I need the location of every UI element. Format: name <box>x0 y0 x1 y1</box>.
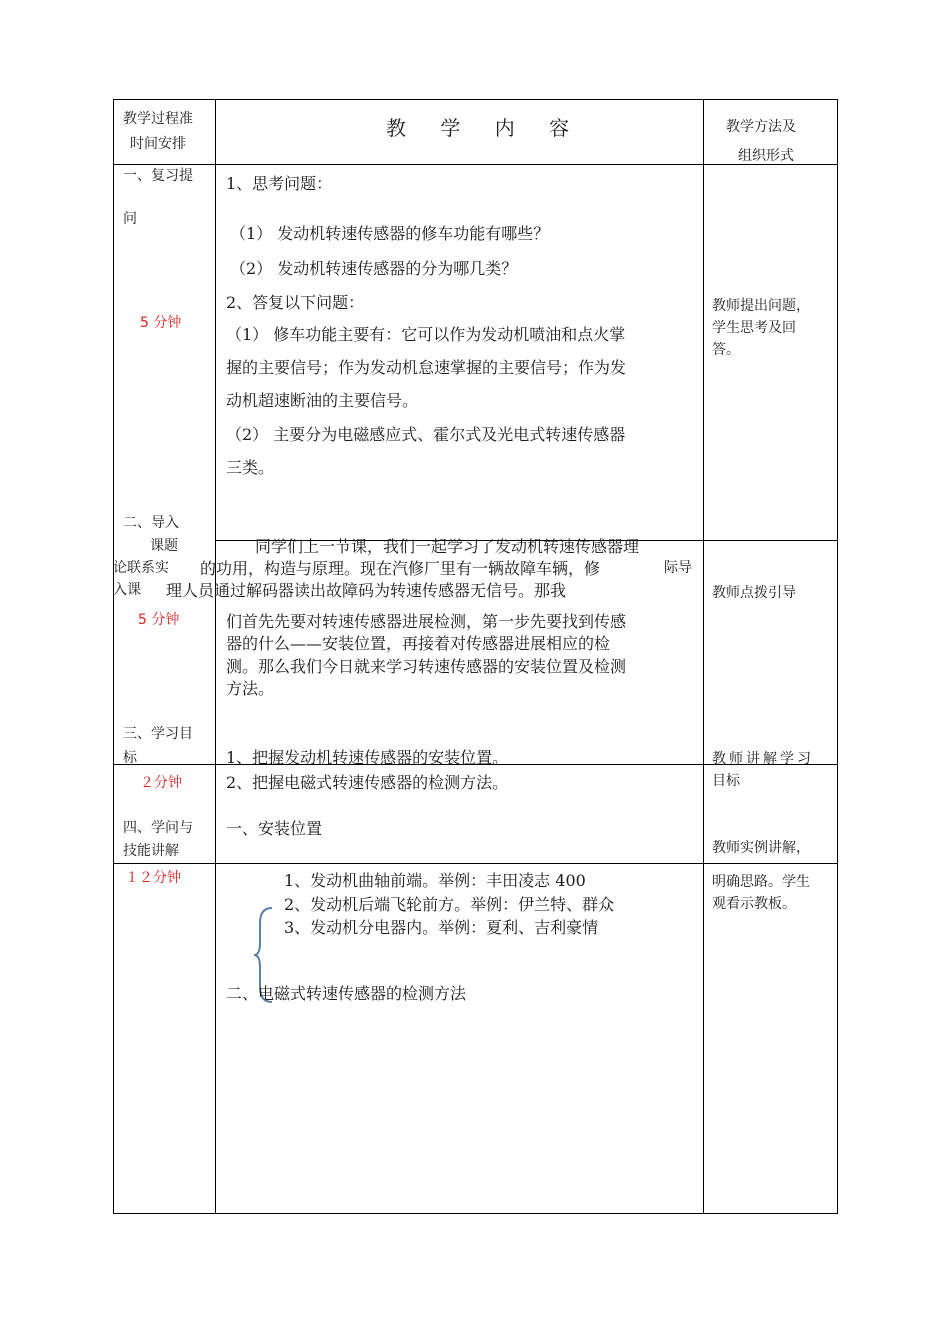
method-4-line2: 明确思路。学生 <box>712 874 810 890</box>
method-4-line1: 教师实例讲解， <box>712 840 810 856</box>
review-answer-2-line1: （2） 主要分为电磁感应式、霍尔式及光电式转速传感器 <box>226 425 626 444</box>
method-2: 教师点拨引导 <box>712 585 796 601</box>
intro-paragraph-line5: 器的什么——安装位置，再接着对传感器进展相应的检 <box>226 634 611 653</box>
method-1-line2: 学生思考及回 <box>712 320 796 336</box>
goal-time: ２分钟 <box>140 775 182 791</box>
header-col3-line2: 组织形式 <box>738 148 794 164</box>
intro-label-line2: 课题 <box>150 538 178 554</box>
review-time: 5 分钟 <box>140 315 182 331</box>
intro-label-line3-right: 际导 <box>664 560 692 576</box>
method-3-line1: 教师讲解学习 <box>712 751 814 767</box>
review-answer-1-line1: （1） 修车功能主要有：它可以作为发动机喷油和点火掌 <box>226 325 626 344</box>
table-border-bottom <box>113 1213 838 1214</box>
method-1-line3: 答。 <box>712 342 740 358</box>
header-col1-line1: 教学过程准 <box>123 111 193 127</box>
method-3-line2: 目标 <box>712 773 740 789</box>
review-question-2: （2） 发动机转速传感器的分为哪几类？ <box>230 259 518 278</box>
intro-label-line3: 论联系实 <box>113 560 169 576</box>
position-item-1: 1、发动机曲轴前端。举例：丰田凌志 400 <box>284 871 586 890</box>
method-1-line1: 教师提出问题， <box>712 298 810 314</box>
skill-time: １２分钟 <box>125 870 181 886</box>
review-answer-1-line2: 握的主要信号；作为发动机怠速掌握的主要信号；作为发 <box>226 358 627 377</box>
review-answer-2-line2: 三类。 <box>226 458 275 477</box>
header-row-divider <box>113 164 838 165</box>
intro-label-line1: 二、导入 <box>123 515 179 531</box>
review-label-line2: 问 <box>123 211 137 227</box>
review-answer-title: 2、答复以下问题： <box>226 293 365 312</box>
intro-paragraph-line6: 测。那么我们今日就来学习转速传感器的安装位置及检测 <box>226 657 627 676</box>
skill-label-line1: 四、学问与 <box>123 820 193 836</box>
skill-label-line2: 技能讲解 <box>123 843 179 859</box>
column-divider-1 <box>215 99 216 1214</box>
review-answer-1-line3: 动机超速断油的主要信号。 <box>226 391 419 410</box>
header-col2-title: 教 学 内 容 <box>386 116 584 140</box>
intro-paragraph-line1: 同学们上一节课，我们一起学习了发动机转速传感器理 <box>255 537 640 556</box>
intro-paragraph-line4: 们首先先要对转速传感器进展检测，第一步先要找到传感 <box>226 612 627 631</box>
table-border-right <box>837 99 838 1214</box>
intro-label-line4: 入课 <box>113 582 141 598</box>
intro-time: 5 分钟 <box>138 612 180 628</box>
position-item-3: 3、发动机分电器内。举例：夏利、吉利豪情 <box>284 918 599 937</box>
table-border-left <box>113 99 114 1214</box>
row-divider-skill <box>113 863 838 864</box>
goal-label-line1: 三、学习目 <box>123 726 193 742</box>
intro-paragraph-line2: 的功用，构造与原理。现在汽修厂里有一辆故障车辆，修 <box>200 559 601 578</box>
position-item-2: 2、发动机后端飞轮前方。举例：伊兰特、群众 <box>284 895 615 914</box>
section-detection-method: 二、电磁式转速传感器的检测方法 <box>226 984 467 1003</box>
goal-label-line2: 标 <box>123 750 137 766</box>
column-divider-2 <box>703 99 704 1214</box>
goal-item-2: 2、把握电磁式转速传感器的检测方法。 <box>226 773 509 792</box>
header-col3-line1: 教学方法及 <box>726 119 796 135</box>
method-4-line3: 观看示教板。 <box>712 896 796 912</box>
table-border-top <box>113 99 838 100</box>
review-question-title: 1、思考问题： <box>226 174 333 193</box>
goal-item-1: 1、把握发动机转速传感器的安装位置。 <box>226 748 509 767</box>
review-label-line1: 一、复习提 <box>123 168 193 184</box>
section-install-position: 一、安装位置 <box>226 819 323 838</box>
intro-paragraph-line3: 理人员通过解码器读出故障码为转速传感器无信号。那我 <box>166 581 567 600</box>
review-question-1: （1） 发动机转速传感器的修车功能有哪些？ <box>230 224 550 243</box>
intro-paragraph-line7: 方法。 <box>226 679 275 698</box>
header-col1-line2: 时间安排 <box>130 136 186 152</box>
